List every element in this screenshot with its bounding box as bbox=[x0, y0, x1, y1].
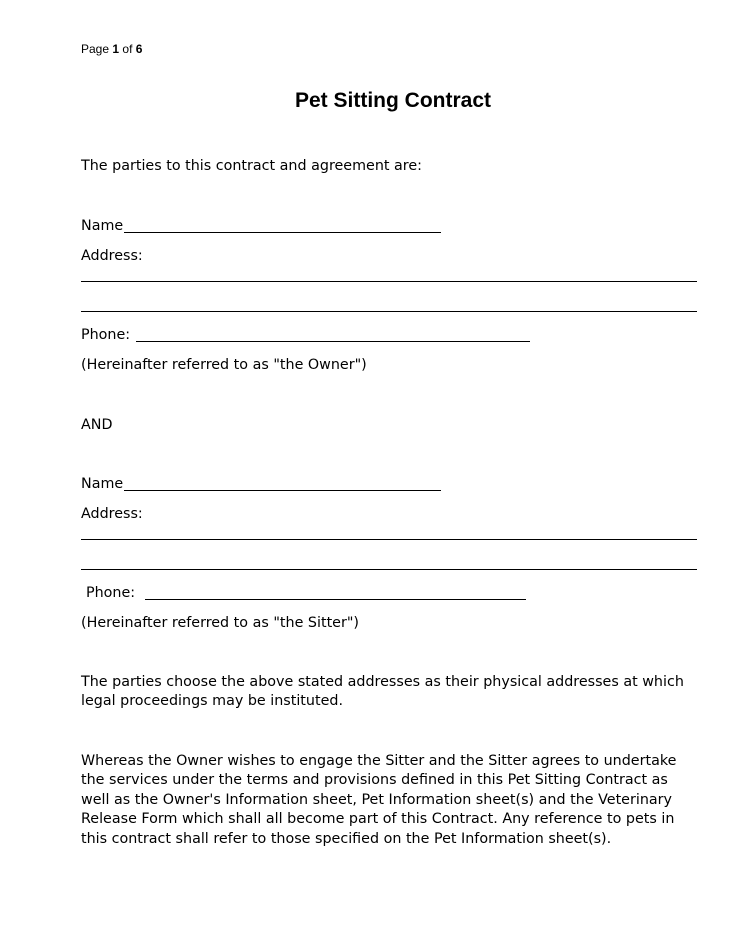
sitter-phone-label: Phone: bbox=[86, 585, 136, 601]
page-total: 6 bbox=[135, 42, 143, 56]
sitter-name-field[interactable] bbox=[124, 490, 441, 491]
sitter-phone-field[interactable] bbox=[145, 599, 526, 600]
paragraph-addresses bbox=[81, 673, 707, 712]
owner-name-label: Name bbox=[81, 218, 124, 234]
owner-address-line-1[interactable] bbox=[81, 281, 697, 282]
owner-name-field[interactable] bbox=[124, 232, 441, 233]
owner-phone-label: Phone: bbox=[81, 327, 131, 343]
owner-address-line-2[interactable] bbox=[81, 311, 697, 312]
sitter-referred-as: (Hereinafter referred to as "the Sitter") bbox=[81, 615, 360, 631]
sitter-address-label: Address: bbox=[81, 506, 143, 522]
paragraph-line: Whereas the Owner wishes to engage the Sitter and the Sitter agrees to undertake bbox=[81, 753, 677, 769]
paragraph-line: the services under the terms and provisions defined in this Pet Sitting Contract as bbox=[81, 772, 668, 789]
sitter-address-line-2[interactable] bbox=[81, 569, 697, 570]
owner-phone-field[interactable] bbox=[136, 341, 530, 342]
sitter-name-label: Name bbox=[81, 476, 124, 492]
paragraph-line: legal proceedings may be instituted. bbox=[81, 693, 343, 710]
paragraph-line: Release Form which shall all become part of this Contract. Any reference to pets in bbox=[81, 811, 675, 828]
intro-text: The parties to this contract and agreement are: bbox=[81, 158, 422, 174]
page-label: Page bbox=[81, 42, 110, 56]
paragraph-line: well as the Owner's Information sheet, Pet Information sheet(s) and the Veterinary bbox=[81, 791, 672, 808]
paragraph-line: this contract shall refer to those specified on the Pet Information sheet(s). bbox=[81, 830, 612, 847]
and-label: AND bbox=[81, 417, 113, 433]
page-of: of bbox=[122, 42, 133, 56]
owner-address-label: Address: bbox=[81, 248, 143, 264]
page-number bbox=[81, 41, 142, 57]
page-current: 1 bbox=[112, 42, 120, 56]
document-title: Pet Sitting Contract bbox=[294, 89, 491, 112]
paragraph-line: The parties choose the above stated addresses as their physical addresses at which bbox=[81, 674, 684, 690]
sitter-address-line-1[interactable] bbox=[81, 539, 697, 540]
owner-referred-as: (Hereinafter referred to as "the Owner") bbox=[81, 357, 367, 373]
paragraph-whereas bbox=[81, 752, 707, 849]
